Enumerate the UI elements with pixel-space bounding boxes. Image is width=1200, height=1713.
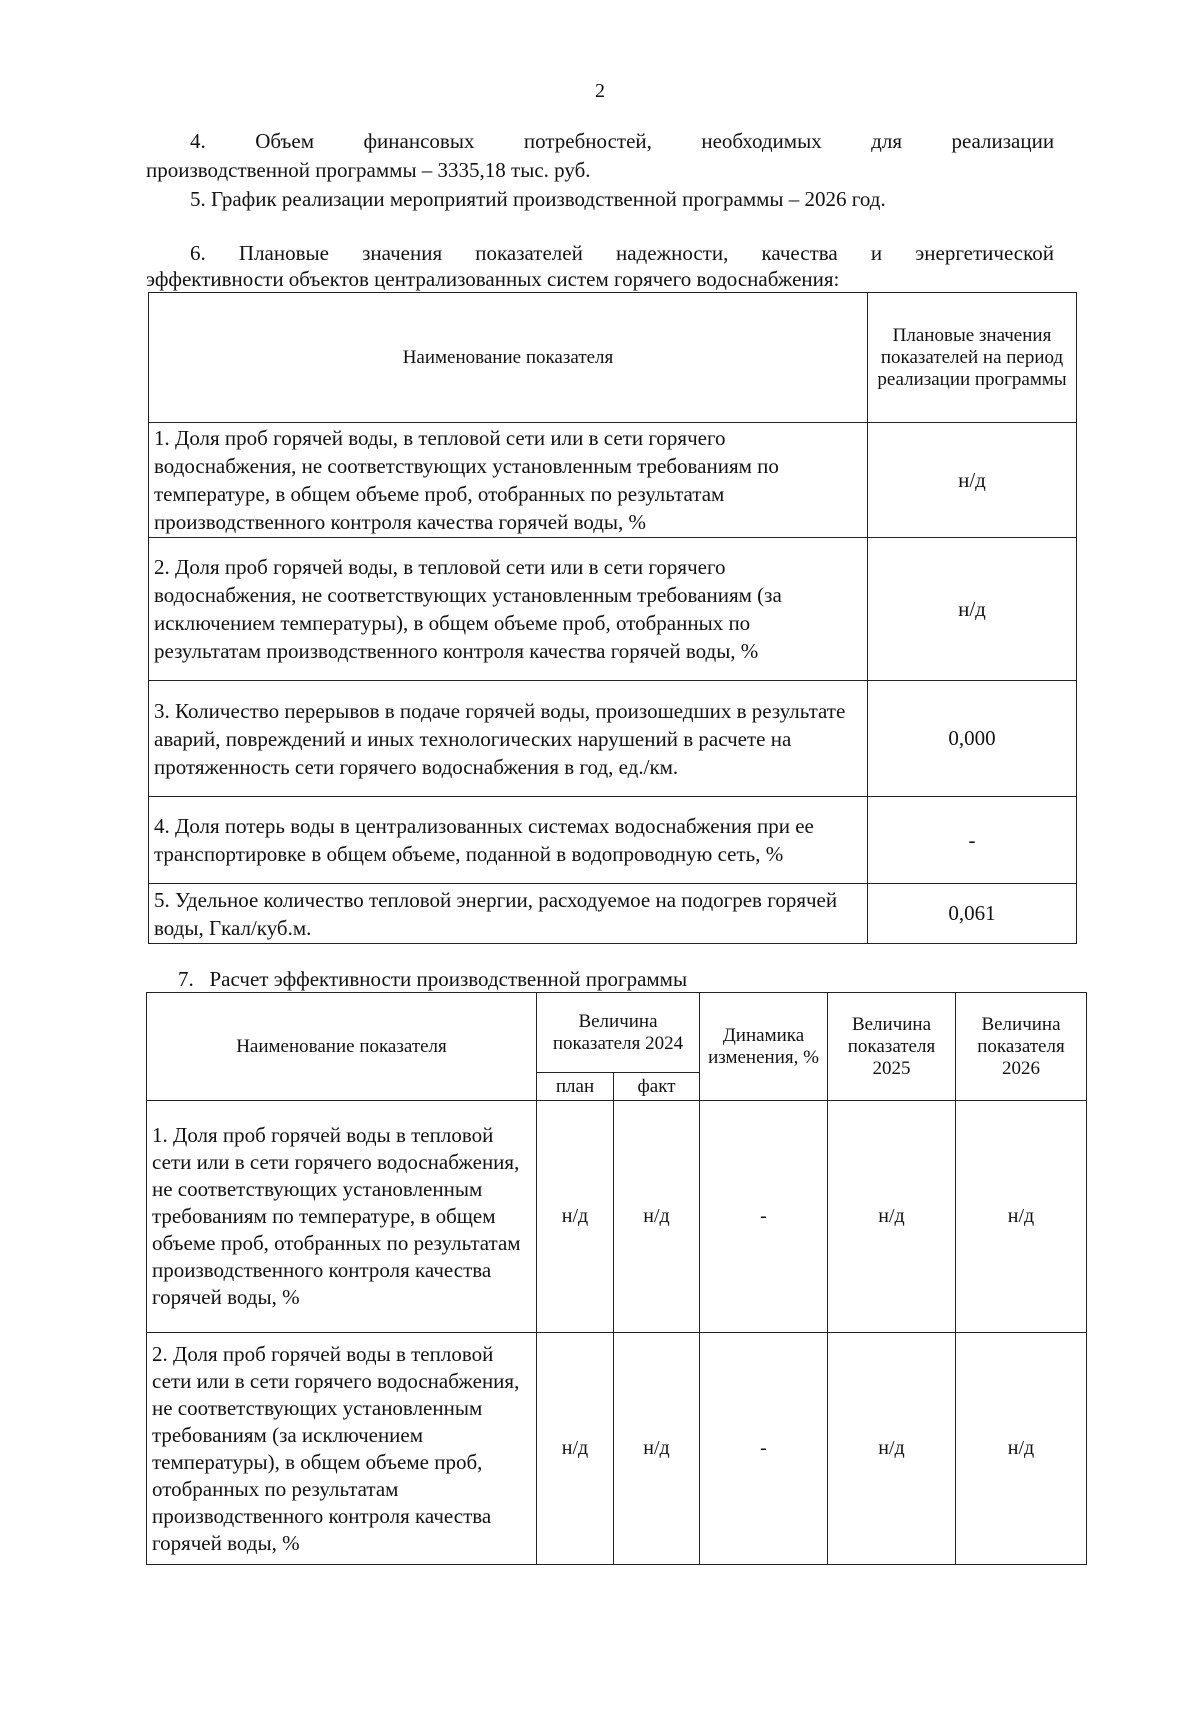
p4-word: необходимых — [701, 129, 822, 153]
table2-header-2026: Величина показателя 2026 — [956, 993, 1087, 1101]
p4-word: для — [871, 129, 902, 153]
p4-word: потребностей, — [523, 129, 652, 153]
table2-row-1-name: 1. Доля проб горячей воды в тепловой сети или в сети горячего водоснабжения, не соответствующих установленным требованиям по температуре, в общем объеме проб, отобранных по результатам производственного контроля качества горячей воды, % — [147, 1101, 537, 1333]
table-row — [149, 423, 1077, 538]
efficiency-table — [146, 992, 1087, 1565]
table1-row-1-value: н/д — [868, 423, 1077, 538]
table2-header-dynamics: Динамика изменения, % — [700, 993, 828, 1101]
table1-row-4-name: 4. Доля потерь воды в централизованных системах водоснабжения при ее транспортировке в общем объеме, поданной в водопроводную сеть, % — [149, 797, 868, 884]
p4-word: финансовых — [363, 129, 475, 153]
planned-indicators-table — [148, 292, 1077, 944]
table2-row-1-fact: н/д — [614, 1101, 700, 1333]
table2-row-2-dynamics: - — [700, 1333, 828, 1565]
table2-row-2-2026: н/д — [956, 1333, 1087, 1565]
table2-row-2-name: 2. Доля проб горячей воды в тепловой сети или в сети горячего водоснабжения, не соответствующих установленным требованиям (за исключением температуры), в общем объеме проб, отобранных по результатам производственного контроля качества горячей воды, % — [147, 1333, 537, 1565]
p4-word: реализации — [951, 129, 1055, 153]
table2-header-fact: факт — [614, 1073, 700, 1101]
table2-row-1-plan: н/д — [537, 1101, 614, 1333]
table1-row-5-value: 0,061 — [868, 884, 1077, 944]
table-row — [149, 884, 1077, 944]
table-row — [149, 538, 1077, 681]
table2-row-2-plan: н/д — [537, 1333, 614, 1565]
paragraph-6-line-2: эффективности объектов централизованных систем горячего водоснабжения: — [146, 267, 840, 291]
p4-word: 4. Объем — [190, 129, 314, 153]
table2-row-2-2025: н/д — [828, 1333, 956, 1565]
table2-header-name: Наименование показателя — [147, 993, 537, 1101]
paragraph-6-line-1: 6. Плановые значения показателей надежности, качества и энергетической — [190, 241, 1054, 265]
paragraph-5: 5. График реализации мероприятий производственной программы – 2026 год. — [190, 187, 886, 211]
table1-row-3-name: 3. Количество перерывов в подаче горячей воды, произошедших в результате аварий, повреждений и иных технологических нарушений в расчете на протяженность сети горячего водоснабжения в год, ед./км. — [149, 681, 868, 797]
table2-row-1-dynamics: - — [700, 1101, 828, 1333]
table-row — [147, 1101, 1087, 1333]
table-row — [149, 797, 1077, 884]
paragraph-7: 7. Расчет эффективности производственной программы — [178, 967, 688, 991]
table2-row-2-fact: н/д — [614, 1333, 700, 1565]
table2-header-plan: план — [537, 1073, 614, 1101]
table-row — [149, 681, 1077, 797]
table1-row-4-value: - — [868, 797, 1077, 884]
table1-header-row — [149, 293, 1077, 423]
table1-row-2-value: н/д — [868, 538, 1077, 681]
table1-row-3-value: 0,000 — [868, 681, 1077, 797]
table1-header-value: Плановые значения показателей на период реализации программы — [868, 293, 1077, 423]
table2-header-row — [147, 993, 1087, 1073]
table2-header-2025: Величина показателя 2025 — [828, 993, 956, 1101]
table1-row-2-name: 2. Доля проб горячей воды, в тепловой сети или в сети горячего водоснабжения, не соответствующих установленным требованиям (за исключением температуры), в общем объеме проб, отобранных по результатам производственного контроля качества горячей воды, % — [149, 538, 868, 681]
table2-header-2024: Величина показателя 2024 — [537, 993, 700, 1073]
table1-header-name: Наименование показателя — [149, 293, 868, 423]
table2-row-1-2025: н/д — [828, 1101, 956, 1333]
table1-row-1-name: 1. Доля проб горячей воды, в тепловой сети или в сети горячего водоснабжения, не соответствующих установленным требованиям по температуре, в общем объеме проб, отобранных по результатам производственного контроля качества горячей воды, % — [149, 423, 868, 538]
table1-row-5-name: 5. Удельное количество тепловой энергии, расходуемое на подогрев горячей воды, Гкал/куб.м. — [149, 884, 868, 944]
paragraph-4-line-1 — [190, 128, 1054, 154]
table2-row-1-2026: н/д — [956, 1101, 1087, 1333]
paragraph-4-line-2: производственной программы – 3335,18 тыс. руб. — [146, 158, 591, 182]
table-row — [147, 1333, 1087, 1565]
page-number: 2 — [595, 80, 605, 102]
